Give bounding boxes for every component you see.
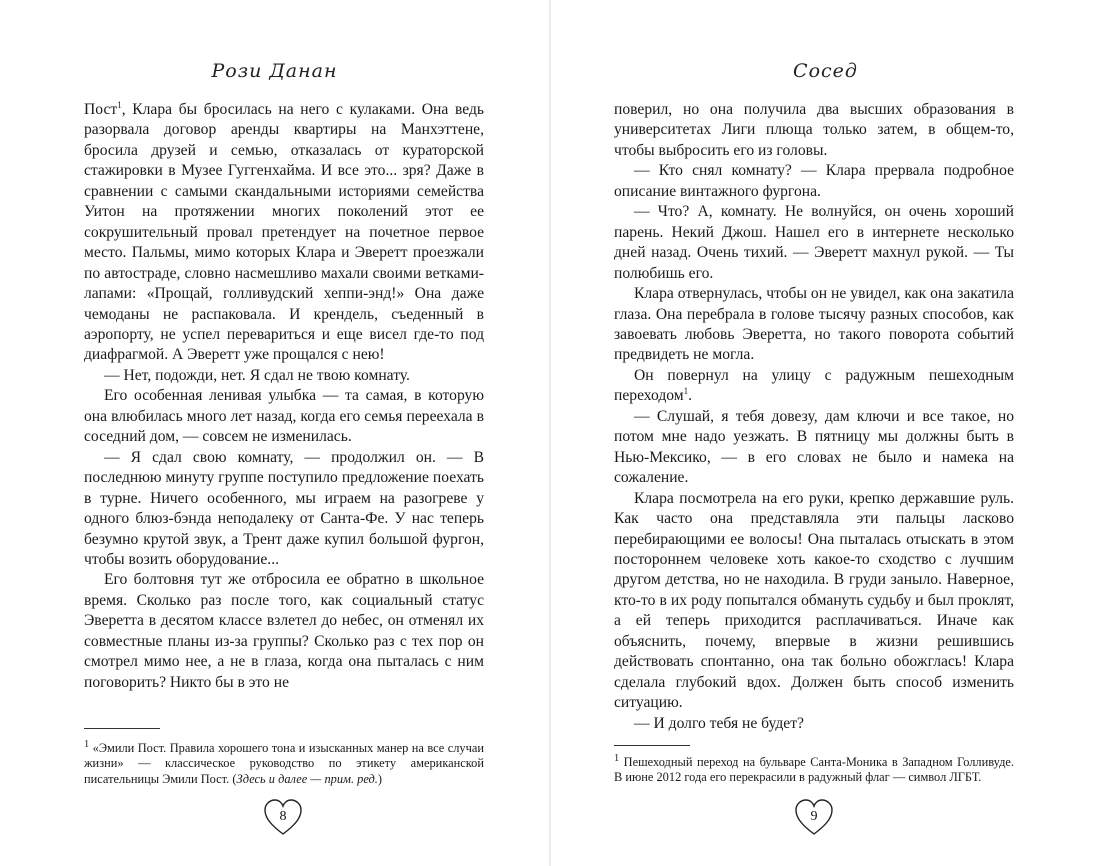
paragraph-text: . xyxy=(688,387,693,405)
footnote-reference: 1 xyxy=(117,100,122,110)
page-number-badge xyxy=(263,798,303,838)
paragraph xyxy=(614,100,1014,161)
footnote xyxy=(614,751,1014,786)
paragraph xyxy=(614,714,1014,734)
paragraph-text: Его особенная ленивая улыбка — та самая, в которую она влюбилась много лет назад, когда его семья переехала в соседний дом, — совсем не изменилась. xyxy=(84,387,484,446)
page-number: 8 xyxy=(279,809,287,824)
paragraph xyxy=(614,202,1014,284)
footnote-rule xyxy=(84,728,160,729)
footnote-note: Здесь и далее — прим. ред. xyxy=(236,771,378,786)
footnote-reference: 1 xyxy=(683,386,689,397)
paragraph-text: — Нет, подожди, нет. Я сдал не твою комнату. xyxy=(104,366,410,384)
footnote-marker: 1 xyxy=(614,753,620,764)
paragraph xyxy=(614,284,1014,366)
paragraph xyxy=(614,407,1014,489)
paragraph xyxy=(84,386,484,447)
paragraph-text: Его болтовня тут же отбросила ее обратно в школьное время. Сколько раз после того, как социальный статус Эверетта в десятом классе взлетел до небес, он отменял их совместные планы из-за группы? Сколько раз с тех пор он смотрел мимо нее, а не в глаза, когда она пыталась с ним поговорить? Никто бы в это не xyxy=(84,571,484,691)
paragraph xyxy=(84,366,484,386)
footnote-tail: ) xyxy=(377,771,383,786)
paragraph-text: , Клара бы бросилась на него с кулаками. Она ведь разорвала договор аренды квартиры на Манхэттене, бросила друзей и семью, отказалась от кураторской стажировки в Музее Гуггенхайма. И все это... зря? Даже в сравнении с самыми скандальными историями семейства Уитон на протяжении многих поколений этот ее сокрушительный провал претендует на почетное первое место. Пальмы, мимо которых Клара и Эверетт проезжали по автостраде, словно насмешливо махали своими ветками-лапами: «Прощай, голливудский хеппи-энд!» Она даже чемоданы не распаковала. И крендель, съеденный в аэропорту, не успел перевариться и еще висел где-то под диафрагмой. А Эверетт уже прощался с нею! xyxy=(84,101,484,364)
footnote-text: Пешеходный переход на бульваре Санта-Моника в Западном Голливуде. В июне 2012 года его перекрасили в радужный флаг — символ ЛГБТ. xyxy=(614,755,1014,785)
paragraph xyxy=(84,570,484,693)
right-page xyxy=(551,0,1100,866)
paragraph-text: — И долго тебя не будет? xyxy=(634,714,804,732)
paragraph xyxy=(84,100,484,366)
footnote-rule xyxy=(614,745,690,746)
paragraph-text: поверил, но она получила два высших образования в университетах Лиги плюща только затем, в общем-то, чтобы выбросить его из головы. xyxy=(614,101,1014,159)
paragraph-text: — Я сдал свою комнату, — продолжил он. — В последнюю минуту группе поступило предложение поехать в турне. Ничего особенного, мы играем на разогреве у одного блюз-бэнда неподалеку от Санта-Фе. У нас теперь безумно крутой звук, а Трент даже купил большой фургон, чтобы возить оборудование... xyxy=(84,448,484,568)
paragraph xyxy=(84,448,484,571)
paragraph-text: Клара отвернулась, чтобы он не увидел, как она закатила глаза. Она перебрала в голове тысячу разных способов, как завоевать любовь Эверетта, но такого поворота событий предвидеть не могла. xyxy=(614,285,1014,364)
body-text xyxy=(614,100,1014,734)
footnote-marker: 1 xyxy=(84,739,90,750)
paragraph-text: Он повернул на улицу с радужным пешеходным переходом xyxy=(614,366,1014,405)
paragraph-text: — Что? А, комнату. Не волнуйся, он очень хороший парень. Некий Джош. Нашел его в интернете несколько дней назад. Очень тихий. — Эверетт махнул рукой. — Ты полюбишь его. xyxy=(614,203,1014,282)
running-head-author: Рози Данан xyxy=(211,60,338,82)
page-number: 9 xyxy=(810,809,818,824)
page-number-badge xyxy=(794,798,834,838)
body-text xyxy=(84,100,484,693)
paragraph xyxy=(614,366,1014,407)
paragraph-text: Пост xyxy=(84,101,118,118)
paragraph xyxy=(614,489,1014,714)
footnote xyxy=(84,737,484,787)
paragraph-text: — Слушай, я тебя довезу, дам ключи и все такое, но потом мне надо уезжать. В пятницу мы должны быть в Нью-Мексико, — в его словах не было и намека на сожаление. xyxy=(614,407,1014,487)
left-page xyxy=(0,0,549,866)
paragraph-text: Клара посмотрела на его руки, крепко державшие руль. Как часто она представляла эти пальцы ласково перебирающими ее волосы! Она пыталась отыскать в этом постороннем человеке хоть какое-то сходство с лучшим другом детства, но не находила. В груди заныло. Наверное, кто-то в их роду попытался обмануть судьбу и был проклят, а ей теперь приходится расплачиваться. Иначе как объяснить, почему, впервые в жизни решившись действовать спонтанно, она так больно обожглась! Клара сделала глубокий вдох. Должен быть способ изменить ситуацию. xyxy=(614,489,1014,712)
paragraph xyxy=(614,161,1014,202)
paragraph-text: — Кто снял комнату? — Клара прервала подробное описание винтажного фургона. xyxy=(614,162,1014,200)
running-head-title: Сосед xyxy=(793,60,858,82)
footnote-text: «Эмили Пост. Правила хорошего тона и изысканных манер на все случаи жизни» — классическое руководство по этикету американской писательницы Эмили Пост. ( xyxy=(84,741,484,786)
